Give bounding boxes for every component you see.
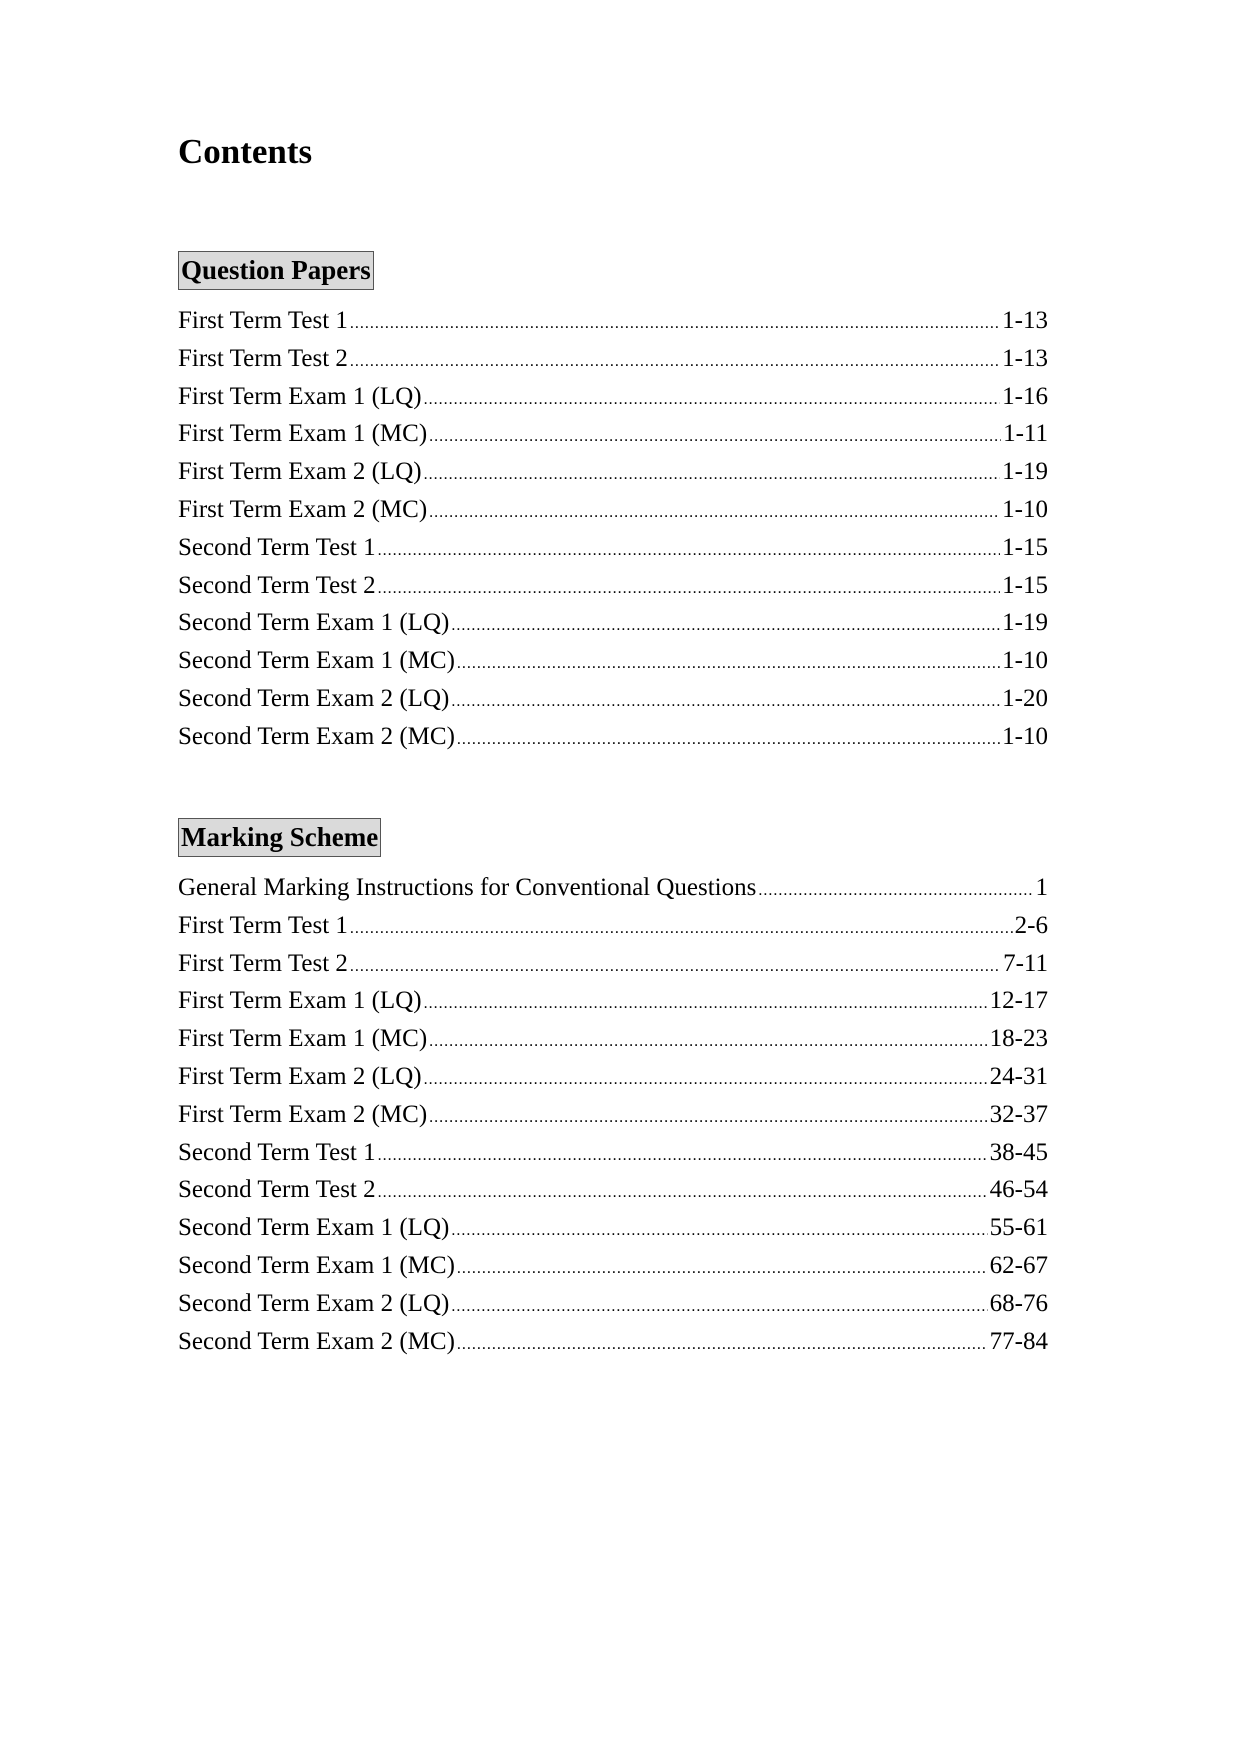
dot-leader [424,391,1001,409]
toc-entry[interactable] [178,307,1048,345]
toc-entry[interactable] [178,420,1048,458]
toc-entry[interactable] [178,1290,1048,1328]
dot-leader [451,693,1000,711]
toc-entry-label: Second Term Exam 1 (MC) [178,1251,455,1279]
section-heading-marking-scheme: Marking Scheme [178,818,381,857]
toc-entry-pages: 1-16 [1002,382,1048,410]
dot-leader [451,1298,987,1316]
toc-entry[interactable] [178,458,1048,496]
section-heading-question-papers: Question Papers [178,251,374,290]
dot-leader [429,1033,988,1051]
toc-entry[interactable] [178,647,1048,685]
toc-entry-pages: 7-11 [1003,949,1048,977]
toc-entry-label: First Term Test 2 [178,949,348,977]
dot-leader [350,958,1001,976]
toc-entry-pages: 1 [1035,874,1048,901]
toc-entry[interactable] [178,1139,1048,1177]
dot-leader [457,1260,988,1278]
toc-entry[interactable] [178,1252,1048,1290]
toc-entry-label: Second Term Test 2 [178,571,376,599]
toc-entry[interactable] [178,496,1048,534]
toc-entry-pages: 18-23 [989,1025,1048,1053]
dot-leader [457,655,1000,673]
toc-entry-pages: 1-19 [1002,458,1048,486]
toc-entry-pages: 2-6 [1014,911,1048,939]
toc-entry-label: First Term Test 1 [178,911,348,939]
toc-entry-label: First Term Exam 1 (LQ) [178,987,422,1015]
toc-entry-label: First Term Exam 2 (LQ) [178,1062,422,1090]
dot-leader [457,731,1000,749]
toc-entry-pages: 24-31 [989,1062,1048,1090]
toc-entry[interactable] [178,383,1048,421]
toc-entry[interactable] [178,345,1048,383]
toc-entry[interactable] [178,950,1048,988]
dot-leader [424,995,988,1013]
toc-entry[interactable] [178,987,1048,1025]
toc-entry[interactable] [178,1214,1048,1252]
dot-leader [378,580,1001,598]
toc-entry[interactable] [178,874,1048,912]
toc-entry-pages: 46-54 [989,1176,1048,1204]
toc-entry-label: First Term Exam 1 (LQ) [178,382,422,410]
dot-leader [350,353,1000,371]
toc-entry[interactable] [178,912,1048,950]
toc-entry-label: Second Term Test 1 [178,1138,376,1166]
toc-entry-label: Second Term Exam 1 (MC) [178,647,455,675]
toc-list-question-papers [178,307,1048,761]
toc-entry[interactable] [178,723,1048,761]
dot-leader [758,882,1033,900]
toc-entry-label: Second Term Exam 2 (MC) [178,1327,455,1355]
toc-entry[interactable] [178,609,1048,647]
toc-entry-label: First Term Test 1 [178,307,348,334]
toc-entry-pages: 1-11 [1003,420,1048,448]
toc-entry-pages: 1-13 [1002,307,1048,334]
toc-entry-pages: 55-61 [989,1214,1048,1242]
toc-entry-label: First Term Exam 2 (MC) [178,495,428,523]
dot-leader [451,617,1000,635]
toc-entry-pages: 32-37 [989,1100,1048,1128]
dot-leader [350,920,1013,938]
dot-leader [429,1109,988,1127]
toc-entry-pages: 77-84 [989,1327,1048,1355]
toc-entry-label: Second Term Exam 2 (LQ) [178,1289,450,1317]
toc-entry-label: First Term Test 2 [178,344,348,372]
dot-leader [378,542,1001,560]
toc-entry-label: Second Term Exam 1 (LQ) [178,1214,450,1242]
toc-entry[interactable] [178,1176,1048,1214]
toc-entry-label: Second Term Exam 2 (LQ) [178,684,450,712]
dot-leader [451,1222,987,1240]
dot-leader [378,1147,988,1165]
toc-entry-pages: 1-10 [1002,495,1048,523]
toc-entry-label: First Term Exam 1 (MC) [178,420,428,448]
toc-entry-pages: 1-15 [1002,533,1048,561]
dot-leader [429,504,1000,522]
toc-entry-label: Second Term Exam 2 (MC) [178,722,455,750]
dot-leader [424,1071,988,1089]
toc-entry-pages: 1-13 [1002,344,1048,372]
toc-entry-pages: 38-45 [989,1138,1048,1166]
toc-entry-pages: 1-15 [1002,571,1048,599]
toc-entry-pages: 68-76 [989,1289,1048,1317]
page-title: Contents [178,132,313,171]
dot-leader [378,1184,988,1202]
toc-entry-label: Second Term Test 1 [178,533,376,561]
toc-entry[interactable] [178,685,1048,723]
toc-entry[interactable] [178,572,1048,610]
dot-leader [429,428,1001,446]
toc-entry-pages: 1-20 [1002,684,1048,712]
toc-list-marking-scheme [178,874,1048,1365]
toc-entry-pages: 12-17 [989,987,1048,1015]
toc-entry[interactable] [178,534,1048,572]
toc-entry[interactable] [178,1063,1048,1101]
toc-entry-label: First Term Exam 2 (MC) [178,1100,428,1128]
toc-entry-pages: 1-10 [1002,722,1048,750]
toc-entry-label: First Term Exam 1 (MC) [178,1025,428,1053]
toc-entry-pages: 1-19 [1002,609,1048,637]
toc-entry-pages: 62-67 [989,1251,1048,1279]
toc-entry[interactable] [178,1025,1048,1063]
toc-entry-label: Second Term Test 2 [178,1176,376,1204]
toc-entry-label: Second Term Exam 1 (LQ) [178,609,450,637]
toc-entry-label: First Term Exam 2 (LQ) [178,458,422,486]
dot-leader [457,1336,988,1354]
toc-entry-pages: 1-10 [1002,647,1048,675]
toc-entry-label: General Marking Instructions for Conventional Questions [178,874,757,901]
dot-leader [350,315,1000,333]
toc-entry[interactable] [178,1101,1048,1139]
toc-entry[interactable] [178,1328,1048,1366]
dot-leader [424,466,1001,484]
